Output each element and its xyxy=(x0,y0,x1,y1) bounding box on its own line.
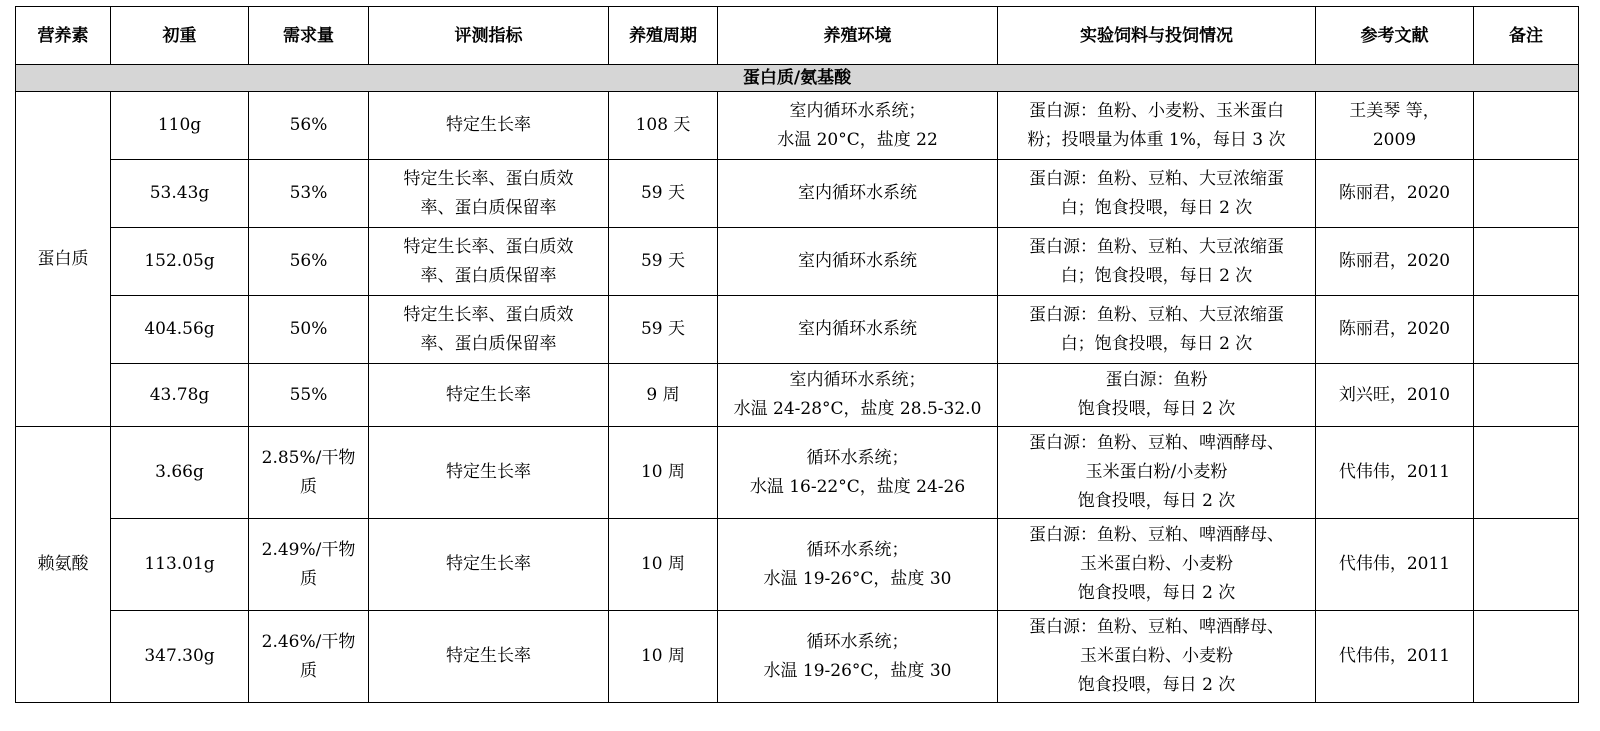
table-row xyxy=(16,611,1579,703)
cell-line: 饱食投喂，每日 2 次 xyxy=(1077,583,1236,603)
cell-line: 饱食投喂，每日 2 次 xyxy=(1077,491,1236,511)
cell-line: 备注 xyxy=(1509,25,1543,46)
cell-line: 2.46%/干物 xyxy=(261,631,356,652)
header-initial-weight xyxy=(111,7,249,65)
cell-line: 室内循环水系统 xyxy=(798,183,917,203)
cell-indicator xyxy=(369,296,609,364)
cell-initial-weight: 110g xyxy=(111,92,249,160)
cell-indicator xyxy=(369,427,609,519)
cell-reference xyxy=(1316,160,1474,228)
cell-line: 蛋白源：鱼粉、豆粕、啤酒酵母、 xyxy=(1029,617,1284,637)
cell-note xyxy=(1474,427,1579,519)
cell-line: 循环水系统； xyxy=(806,447,909,468)
cell-line: 质 xyxy=(300,660,317,681)
cell-indicator xyxy=(369,364,609,427)
cell-line: 陈丽君，2020 xyxy=(1338,183,1451,203)
cell-line: 特定生长率 xyxy=(446,462,531,482)
cell-indicator xyxy=(369,519,609,611)
cell-line: 室内循环水系统； xyxy=(789,370,926,390)
header-culture-environment xyxy=(718,7,998,65)
cell-feed xyxy=(998,611,1316,703)
table-body xyxy=(16,65,1579,703)
header-row xyxy=(16,7,1579,65)
cell-note xyxy=(1474,160,1579,228)
cell-line: 特定生长率、蛋白质效 xyxy=(403,304,574,325)
cell-line: 周期 xyxy=(663,25,697,46)
cell-line: 55% xyxy=(289,384,328,405)
cell-line: 玉米蛋白粉、小麦粉 xyxy=(1080,554,1233,574)
cell-line: 初重 xyxy=(162,25,197,46)
cell-line: 循环水系统； xyxy=(806,631,909,652)
cell-line: 特定生长率、蛋白质效 xyxy=(403,236,574,257)
cell-environment xyxy=(718,296,998,364)
cell-feed xyxy=(998,92,1316,160)
cell-reference xyxy=(1316,296,1474,364)
cell-period: 10 周 xyxy=(609,519,718,611)
section-row xyxy=(16,65,1579,92)
cell-line: 评测指标 xyxy=(454,25,523,46)
cell-line: 饱食投喂，每日 2 次 xyxy=(1077,399,1236,419)
cell-line: 特定生长率 xyxy=(446,115,531,135)
cell-line: 2.49%/干物 xyxy=(261,539,356,560)
cell-line: 2009 xyxy=(1372,129,1417,150)
cell-line: 50% xyxy=(289,319,328,339)
cell-line: 室内循环水系统； xyxy=(789,100,926,121)
header-nutrient xyxy=(16,7,111,65)
cell-reference xyxy=(1316,228,1474,296)
cell-line: 率、蛋白质保留率 xyxy=(420,265,557,286)
cell-line: 质 xyxy=(300,476,317,497)
nutrient-requirement-table xyxy=(15,6,1579,703)
cell-initial-weight: 152.05g xyxy=(111,228,249,296)
cell-line: 实验饲料与投饲情况 xyxy=(1080,25,1233,46)
cell-line: 王美琴 等， xyxy=(1349,100,1440,121)
cell-initial-weight: 43.78g xyxy=(111,364,249,427)
cell-line: 参考文献 xyxy=(1360,25,1429,46)
cell-note xyxy=(1474,519,1579,611)
cell-line: 水温 16-22°C，盐度 24-26 xyxy=(749,476,966,497)
table-row xyxy=(16,160,1579,228)
header-note xyxy=(1474,7,1579,65)
cell-requirement xyxy=(249,160,369,228)
cell-feed xyxy=(998,427,1316,519)
header-indicator xyxy=(369,7,609,65)
cell-initial-weight: 53.43g xyxy=(111,160,249,228)
cell-line: 蛋白源：鱼粉、豆粕、啤酒酵母、 xyxy=(1029,433,1284,453)
cell-environment xyxy=(718,92,998,160)
cell-requirement xyxy=(249,611,369,703)
cell-line: 玉米蛋白粉、小麦粉 xyxy=(1080,646,1233,666)
cell-period: 9 周 xyxy=(609,364,718,427)
cell-requirement xyxy=(249,519,369,611)
cell-requirement xyxy=(249,427,369,519)
cell-note xyxy=(1474,296,1579,364)
cell-feed xyxy=(998,364,1316,427)
cell-line: 蛋白源：鱼粉、小麦粉、玉米蛋白 xyxy=(1029,100,1284,121)
section-title: 蛋白质/氨基酸 xyxy=(16,65,1579,92)
cell-line: 特定生长率、蛋白质效 xyxy=(403,168,574,189)
cell-line: 白；饱食投喂，每日 2 次 xyxy=(1060,197,1253,218)
cell-initial-weight: 404.56g xyxy=(111,296,249,364)
cell-initial-weight: 113.01g xyxy=(111,519,249,611)
cell-line: 陈丽君，2020 xyxy=(1338,251,1451,271)
cell-line: 陈丽君，2020 xyxy=(1338,319,1451,339)
cell-line: 特定生长率 xyxy=(446,646,531,666)
table-row xyxy=(16,364,1579,427)
cell-environment xyxy=(718,364,998,427)
cell-line: 水温 24-28°C，盐度 28.5-32.0 xyxy=(733,399,982,419)
cell-requirement xyxy=(249,364,369,427)
cell-line: 特定生长率 xyxy=(446,384,531,405)
cell-note xyxy=(1474,92,1579,160)
cell-line: 质 xyxy=(300,568,317,589)
cell-line: 水温 20°C，盐度 22 xyxy=(777,129,938,150)
cell-line: 53% xyxy=(289,183,328,203)
cell-requirement xyxy=(249,228,369,296)
cell-line: 室内循环水系统 xyxy=(798,319,917,339)
cell-line: 循环水系统； xyxy=(806,539,909,560)
cell-line: 蛋白源：鱼粉、豆粕、啤酒酵母、 xyxy=(1029,525,1284,545)
cell-note xyxy=(1474,611,1579,703)
cell-line: 室内循环水系统 xyxy=(798,251,917,271)
cell-line: 蛋白源：鱼粉、豆粕、大豆浓缩蛋 xyxy=(1029,168,1284,189)
cell-environment xyxy=(718,611,998,703)
cell-feed xyxy=(998,228,1316,296)
cell-indicator xyxy=(369,611,609,703)
cell-line: 蛋白源：鱼粉 xyxy=(1105,370,1208,390)
cell-feed xyxy=(998,296,1316,364)
cell-line: 代伟伟，2011 xyxy=(1338,554,1451,574)
cell-line: 水温 19-26°C，盐度 30 xyxy=(763,568,952,589)
nutrient-group-cell: 蛋白质 xyxy=(16,92,111,427)
cell-line: 营养素 xyxy=(37,25,89,46)
cell-note xyxy=(1474,364,1579,427)
cell-line: 蛋白源：鱼粉、豆粕、大豆浓缩蛋 xyxy=(1029,304,1284,325)
cell-period: 59 天 xyxy=(609,160,718,228)
cell-line: 水温 19-26°C，盐度 30 xyxy=(763,660,952,681)
cell-line: 养殖环境 xyxy=(823,25,892,46)
cell-environment xyxy=(718,160,998,228)
table-row xyxy=(16,519,1579,611)
cell-line: 代伟伟，2011 xyxy=(1338,646,1451,666)
cell-line: 玉米蛋白粉/小麦粉 xyxy=(1085,462,1228,482)
cell-environment xyxy=(718,519,998,611)
table-row xyxy=(16,228,1579,296)
cell-line: 刘兴旺，2010 xyxy=(1338,384,1451,405)
cell-initial-weight: 3.66g xyxy=(111,427,249,519)
cell-line: 56% xyxy=(289,251,328,271)
cell-line: 粉；投喂量为体重 1%，每日 3 次 xyxy=(1027,129,1286,150)
cell-line: 需求量 xyxy=(283,25,334,46)
cell-reference xyxy=(1316,611,1474,703)
cell-indicator xyxy=(369,160,609,228)
cell-indicator xyxy=(369,92,609,160)
cell-environment xyxy=(718,228,998,296)
header-reference xyxy=(1316,7,1474,65)
cell-initial-weight: 347.30g xyxy=(111,611,249,703)
cell-reference xyxy=(1316,92,1474,160)
cell-reference xyxy=(1316,364,1474,427)
cell-feed xyxy=(998,160,1316,228)
table-row xyxy=(16,92,1579,160)
cell-feed xyxy=(998,519,1316,611)
table-row xyxy=(16,427,1579,519)
cell-line: 白；饱食投喂，每日 2 次 xyxy=(1060,333,1253,354)
cell-period: 10 周 xyxy=(609,427,718,519)
table-row xyxy=(16,296,1579,364)
cell-line: 白；饱食投喂，每日 2 次 xyxy=(1060,265,1253,286)
cell-requirement xyxy=(249,296,369,364)
cell-reference xyxy=(1316,427,1474,519)
cell-period: 59 天 xyxy=(609,228,718,296)
nutrient-group-cell: 赖氨酸 xyxy=(16,427,111,703)
cell-requirement xyxy=(249,92,369,160)
cell-reference xyxy=(1316,519,1474,611)
header-culture-period xyxy=(609,7,718,65)
cell-line: 蛋白源：鱼粉、豆粕、大豆浓缩蛋 xyxy=(1029,236,1284,257)
cell-line: 率、蛋白质保留率 xyxy=(420,333,557,354)
cell-line: 养殖 xyxy=(629,25,663,46)
cell-line: 饱食投喂，每日 2 次 xyxy=(1077,675,1236,695)
cell-line: 特定生长率 xyxy=(446,554,531,574)
cell-period: 10 周 xyxy=(609,611,718,703)
cell-note xyxy=(1474,228,1579,296)
header-requirement xyxy=(249,7,369,65)
cell-line: 56% xyxy=(289,115,328,135)
cell-line: 率、蛋白质保留率 xyxy=(420,197,557,218)
cell-line: 2.85%/干物 xyxy=(261,447,356,468)
cell-period: 59 天 xyxy=(609,296,718,364)
cell-indicator xyxy=(369,228,609,296)
cell-period: 108 天 xyxy=(609,92,718,160)
cell-line: 代伟伟，2011 xyxy=(1338,462,1451,482)
header-feed xyxy=(998,7,1316,65)
cell-environment xyxy=(718,427,998,519)
